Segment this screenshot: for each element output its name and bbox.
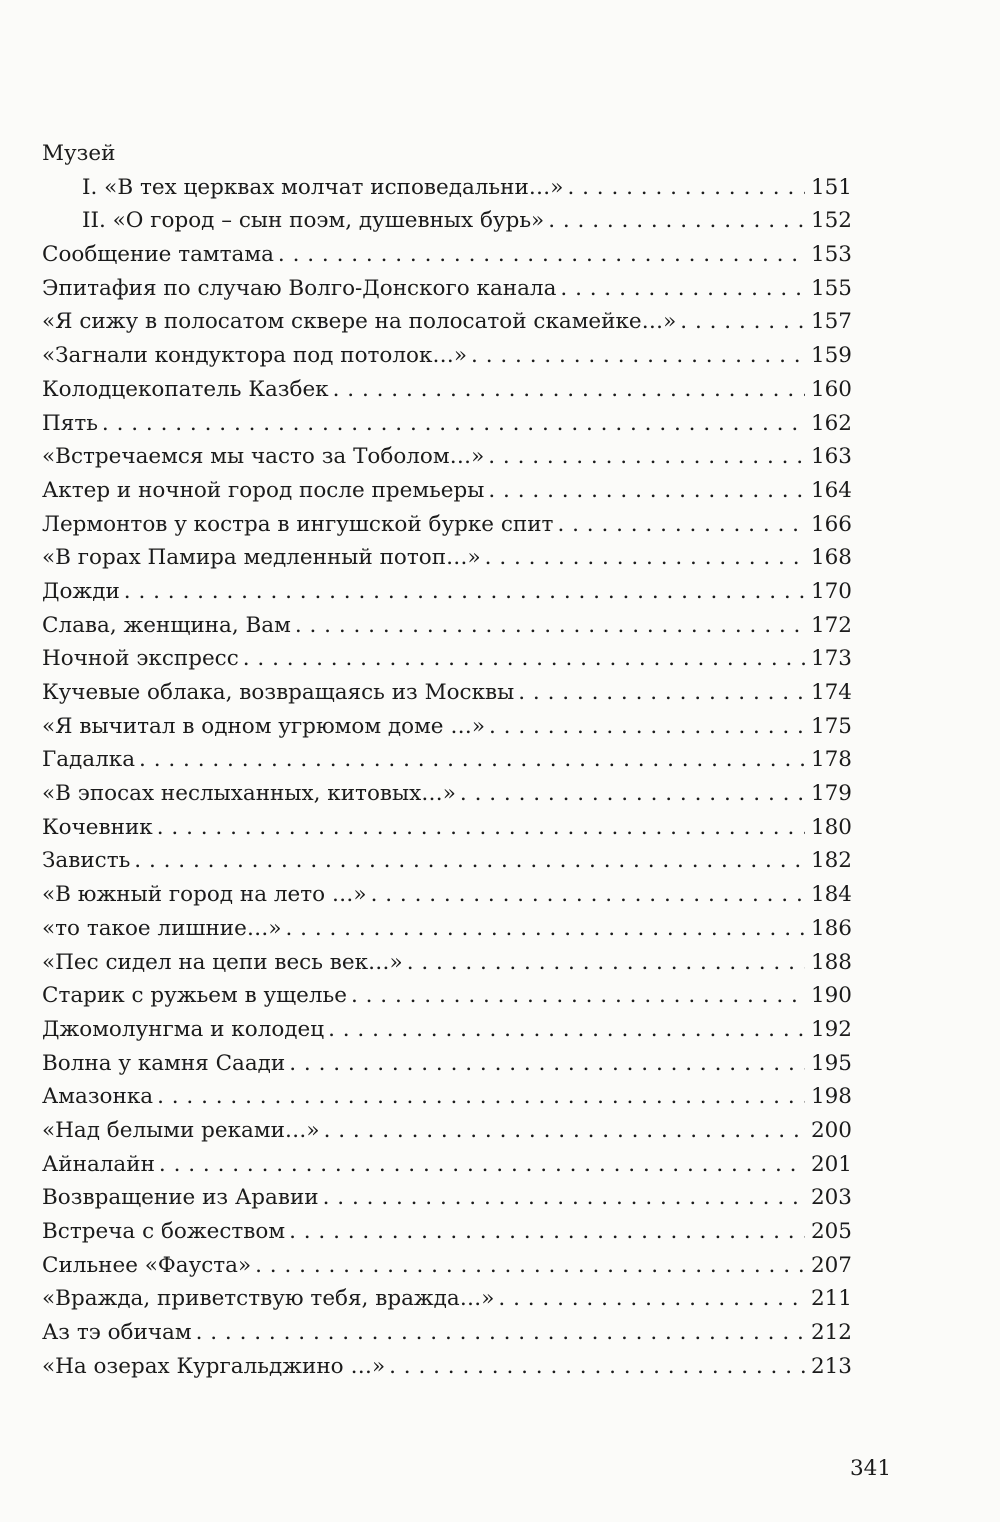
- toc-entry-title: Слава, женщина, Вам: [42, 612, 291, 638]
- dot-leader: [295, 609, 805, 643]
- toc-entry: [42, 609, 852, 643]
- dot-leader: [485, 541, 805, 575]
- toc-entry: [42, 339, 852, 373]
- dot-leader: [255, 1249, 805, 1283]
- toc-entry-page: 198: [810, 1084, 852, 1110]
- toc-entry-title: Сообщение тамтама: [42, 242, 274, 268]
- toc-entry-page: 190: [810, 983, 852, 1009]
- toc-entry: [42, 508, 852, 542]
- toc-entry-page: 166: [810, 511, 852, 537]
- toc-entry: [42, 844, 852, 878]
- toc-entry: [42, 1047, 852, 1081]
- toc-entry-page: 174: [810, 680, 852, 705]
- dot-leader: [498, 1282, 805, 1316]
- toc-entry-title: «Встречаемся мы часто за Тоболом…»: [42, 444, 485, 470]
- toc-entry: [42, 1316, 852, 1350]
- toc-entry: [42, 238, 852, 272]
- toc-entry-title: Кочевник: [42, 814, 153, 840]
- toc-entry-title: «Пес сидел на цепи весь век…»: [42, 949, 403, 975]
- toc-entry: [42, 946, 852, 980]
- dot-leader: [548, 204, 805, 238]
- toc-entry: [42, 1249, 852, 1283]
- toc-entry: [42, 878, 852, 912]
- dot-leader: [680, 305, 805, 339]
- toc-entry: [42, 743, 852, 777]
- toc-entry-title: «Я вычитал в одном угрюмом доме …»: [42, 713, 486, 739]
- toc-entry-title: «Загнали кондуктора под потолок…»: [42, 343, 468, 369]
- toc-entry-title: «Я сижу в полосатом сквере на полосатой скамейке…»: [42, 309, 677, 335]
- dot-leader: [278, 238, 805, 272]
- toc-entry-page: 153: [810, 242, 852, 268]
- dot-leader: [489, 710, 805, 744]
- toc-entry-title: Аз тэ обичам: [42, 1320, 192, 1346]
- toc-entry: [42, 676, 852, 710]
- toc-entry-page: 168: [810, 545, 852, 571]
- dot-leader: [460, 777, 805, 811]
- toc-entry-page: 178: [810, 747, 852, 773]
- toc-entry-page: 205: [810, 1219, 852, 1244]
- dot-leader: [488, 474, 805, 508]
- toc-entry-title: «Над белыми реками…»: [42, 1117, 320, 1143]
- toc-entry: [42, 474, 852, 508]
- toc-entry-page: 211: [810, 1286, 852, 1312]
- toc-entry-title: «то такое лишние…»: [42, 915, 282, 941]
- dot-leader: [333, 373, 805, 407]
- toc-entry-page: 152: [810, 208, 852, 234]
- dot-leader: [557, 508, 804, 542]
- toc-entry: [42, 373, 852, 407]
- toc-entry-title: Старик с ружьем в ущелье: [42, 983, 347, 1009]
- toc-entry: [42, 272, 852, 306]
- toc-entry-title: «В эпосах неслыханных, китовых…»: [42, 781, 456, 807]
- toc-entry-title: Лермонтов у костра в ингушской бурке спит: [42, 511, 554, 537]
- toc-entry-page: 163: [810, 444, 852, 470]
- toc-entry: [42, 171, 852, 205]
- page-number: 341: [850, 1456, 892, 1481]
- toc-entry-page: 188: [810, 949, 852, 975]
- toc-entry-title: «Вражда, приветствую тебя, вражда…»: [42, 1286, 495, 1312]
- toc-entry-page: 192: [810, 1016, 852, 1042]
- dot-leader: [134, 844, 805, 878]
- toc-entry-page: 155: [810, 275, 852, 301]
- toc-entry-title: Волна у камня Саади: [42, 1050, 286, 1076]
- dot-leader: [286, 912, 805, 946]
- dot-leader: [567, 171, 805, 205]
- toc-entry-page: 212: [810, 1320, 852, 1346]
- toc-entries: [42, 171, 852, 1384]
- toc-entry-page: 213: [810, 1353, 852, 1379]
- toc-entry-page: 200: [810, 1117, 852, 1143]
- toc-entry-title: Эпитафия по случаю Волго-Донского канала: [42, 275, 557, 301]
- toc-entry: [42, 1181, 852, 1215]
- toc-entry-page: 182: [810, 848, 852, 874]
- toc-entry-page: 195: [810, 1050, 852, 1076]
- dot-leader: [518, 676, 805, 710]
- toc-entry-title: I. «В тех церквах молчат исповедальни…»: [82, 174, 564, 200]
- toc-entry: [42, 912, 852, 946]
- toc-entry-title: Айналайн: [42, 1151, 155, 1177]
- dot-leader: [102, 407, 805, 441]
- dot-leader: [324, 1114, 805, 1148]
- toc-entry-page: 151: [810, 174, 852, 200]
- toc-entry: [42, 1148, 852, 1182]
- toc-entry-page: 162: [810, 410, 852, 436]
- toc-entry: [42, 642, 852, 676]
- toc-entry: [42, 305, 852, 339]
- toc-entry-title: Встреча с божеством: [42, 1219, 286, 1244]
- dot-leader: [159, 1148, 805, 1182]
- toc-entry-title: Зависть: [42, 848, 131, 874]
- toc-entry: [42, 407, 852, 441]
- toc-entry-page: 184: [810, 882, 852, 908]
- toc-entry: [42, 979, 852, 1013]
- dot-leader: [407, 946, 805, 980]
- toc-entry-page: 175: [810, 713, 852, 739]
- toc-entry-title: Дожди: [42, 578, 120, 604]
- dot-leader: [289, 1047, 805, 1081]
- toc-entry-title: Ночной экспресс: [42, 646, 239, 672]
- toc-entry-title: Сильнее «Фауста»: [42, 1252, 252, 1278]
- dot-leader: [560, 272, 805, 306]
- toc-entry-title: «На озерах Кургальджино …»: [42, 1353, 386, 1379]
- dot-leader: [196, 1316, 805, 1350]
- toc-entry: [42, 204, 852, 238]
- dot-leader: [488, 440, 805, 474]
- toc-entry-page: 164: [810, 477, 852, 503]
- toc-entry-page: 157: [810, 309, 852, 335]
- toc-entry-title: Кучевые облака, возвращаясь из Москвы: [42, 680, 515, 705]
- toc-entry-page: 172: [810, 612, 852, 638]
- toc-entry: [42, 710, 852, 744]
- toc-entry: [42, 1080, 852, 1114]
- toc-entry: [42, 777, 852, 811]
- toc-entry-page: 186: [810, 915, 852, 941]
- toc-entry-title: «В южный город на лето …»: [42, 882, 367, 908]
- toc-entry-title: Пять: [42, 410, 98, 436]
- toc-entry: [42, 1215, 852, 1249]
- toc-entry: [42, 1013, 852, 1047]
- toc-entry-page: 159: [810, 343, 852, 369]
- toc-entry: [42, 541, 852, 575]
- dot-leader: [157, 1080, 805, 1114]
- dot-leader: [389, 1350, 805, 1384]
- toc-entry-page: 203: [810, 1185, 852, 1211]
- dot-leader: [323, 1181, 805, 1215]
- toc-entry-page: 201: [810, 1151, 852, 1177]
- toc-entry-page: 173: [810, 646, 852, 672]
- toc-entry: [42, 440, 852, 474]
- toc-entry-title: Гадалка: [42, 747, 136, 773]
- toc-entry-page: 170: [810, 578, 852, 604]
- toc-entry-page: 207: [810, 1252, 852, 1278]
- toc-entry-title: Актер и ночной город после премьеры: [42, 477, 485, 503]
- toc-entry-page: 179: [810, 781, 852, 807]
- toc-entry: [42, 1114, 852, 1148]
- dot-leader: [371, 878, 805, 912]
- toc-entry-title: Амазонка: [42, 1084, 154, 1110]
- toc-entry-title: Возвращение из Аравии: [42, 1185, 319, 1211]
- toc-entry-title: Джомолунгма и колодец: [42, 1016, 325, 1042]
- table-of-contents: [42, 137, 852, 1383]
- toc-entry: [42, 1282, 852, 1316]
- toc-entry: [42, 575, 852, 609]
- dot-leader: [328, 1013, 805, 1047]
- toc-entry-title: Колодцекопатель Казбек: [42, 376, 329, 402]
- dot-leader: [124, 575, 805, 609]
- toc-entry-title: «В горах Памира медленный потоп…»: [42, 545, 481, 571]
- dot-leader: [157, 811, 805, 845]
- toc-entry-title: II. «О город – сын поэм, душевных бурь»: [82, 208, 545, 234]
- section-heading: Музей: [42, 141, 116, 166]
- dot-leader: [243, 642, 805, 676]
- toc-entry: [42, 1350, 852, 1384]
- dot-leader: [139, 743, 805, 777]
- toc-entry-page: 160: [810, 376, 852, 402]
- dot-leader: [351, 979, 805, 1013]
- dot-leader: [289, 1215, 805, 1249]
- toc-entry-page: 180: [810, 814, 852, 840]
- dot-leader: [471, 339, 805, 373]
- toc-entry: [42, 811, 852, 845]
